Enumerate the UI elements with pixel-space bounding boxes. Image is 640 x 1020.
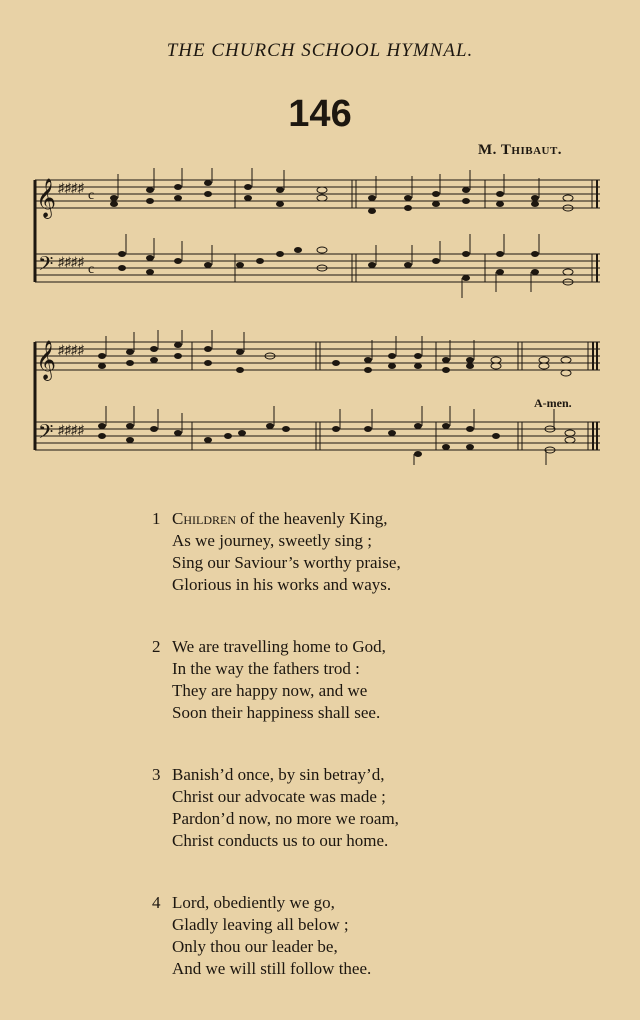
verse-line: Pardon’d now, no more we roam, [172,809,399,828]
svg-text:c: c [88,188,95,203]
svg-text:𝄢: 𝄢 [38,254,54,280]
hymn-number: 146 [288,93,352,135]
verse-line: Glorious in his works and ways. [172,575,392,594]
amen-lyric: A-men. [534,396,572,410]
verse-line: Christ conducts us to our home. [172,831,389,850]
verse-first-line: of the heavenly King, [236,509,388,528]
verse-4 [152,892,572,980]
svg-text:𝄞: 𝄞 [36,180,57,217]
music-system-1 [30,168,605,298]
svg-text:♯♯♯♯: ♯♯♯♯ [58,180,84,195]
svg-text:c: c [88,262,95,277]
verse-line: Sing our Saviour’s worthy praise, [172,553,401,572]
verse-line: Christ our advocate was made ; [172,787,386,806]
verse-line: Only thou our leader be, [172,937,338,956]
verse-initial-word: Children [172,509,236,528]
svg-text:♯♯♯♯: ♯♯♯♯ [58,422,84,437]
running-head: THE CHURCH SCHOOL HYMNAL. [166,40,474,61]
verse-line: Gladly leaving all below ; [172,915,349,934]
verse-line: As we journey, sweetly sing ; [172,531,373,550]
verse-number: 4 [152,893,161,912]
verse-2 [152,636,572,724]
svg-text:♯♯♯♯: ♯♯♯♯ [58,342,84,357]
verse-first-line: Banish’d once, by sin betray’d, [172,765,385,784]
verse-line: And we will still follow thee. [172,959,372,978]
verse-first-line: Lord, obediently we go, [172,893,335,912]
svg-text:𝄢: 𝄢 [38,422,54,448]
verse-number: 2 [152,637,161,656]
verse-3 [152,764,572,852]
music-notation-1 [30,168,605,298]
verse-number: 1 [152,509,161,528]
svg-text:♯♯♯♯: ♯♯♯♯ [58,254,84,269]
verse-line: Soon their happiness shall see. [172,703,381,722]
verse-number: 3 [152,765,161,784]
hymn-text [152,508,572,1020]
verse-first-line: We are travelling home to God, [172,637,386,656]
verse-1 [152,508,572,596]
svg-text:𝄞: 𝄞 [36,342,57,379]
music-system-2 [30,330,605,465]
verse-line: They are happy now, and we [172,681,368,700]
music-notation-2 [30,330,605,465]
verse-line: In the way the fathers trod : [172,659,360,678]
composer-credit: M. Thibaut. [478,142,563,158]
